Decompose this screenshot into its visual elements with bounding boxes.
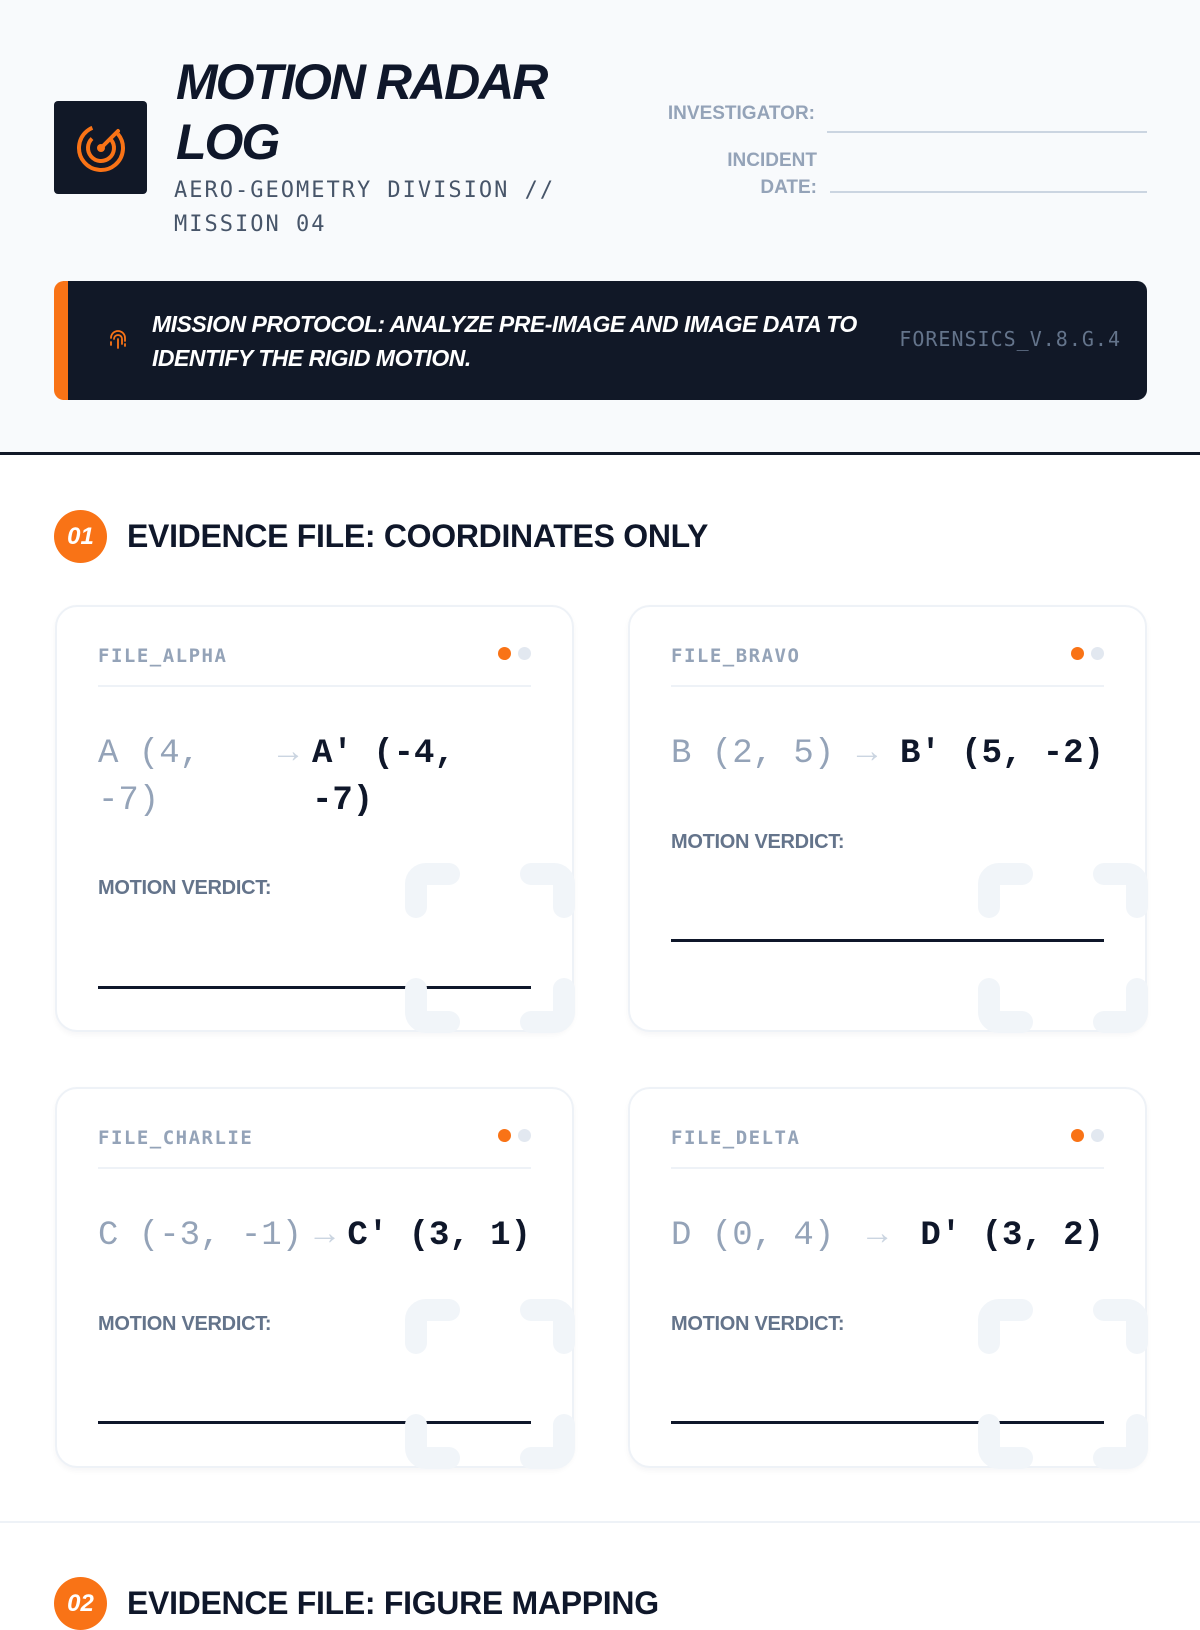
image-coord: B' (5, -2) bbox=[899, 735, 1104, 773]
status-dot-active bbox=[498, 647, 511, 660]
scan-frame-icon bbox=[404, 1298, 576, 1470]
motion-verdict-label: MOTION VERDICT: bbox=[671, 1313, 845, 1335]
evidence-card-alpha bbox=[55, 605, 574, 1032]
card-file-name: FILE_DELTA bbox=[671, 1127, 801, 1149]
status-dot-active bbox=[1071, 647, 1084, 660]
image-coord: D' (3, 2) bbox=[920, 1217, 1104, 1255]
investigator-field[interactable] bbox=[827, 131, 1147, 133]
arrow-icon: → bbox=[314, 1217, 335, 1255]
incident-date-field[interactable] bbox=[830, 191, 1147, 193]
evidence-card-delta bbox=[628, 1087, 1147, 1468]
section-number: 01 bbox=[54, 510, 107, 563]
scan-frame-icon bbox=[977, 1298, 1149, 1470]
mission-banner bbox=[54, 281, 1147, 400]
coordinate-mapping bbox=[671, 731, 1104, 778]
status-dot-inactive bbox=[1091, 647, 1104, 660]
image-coord: A' (-4, -7) bbox=[312, 735, 455, 820]
coordinate-mapping bbox=[98, 1213, 531, 1260]
arrow-icon: → bbox=[867, 1217, 888, 1255]
arrow-icon: → bbox=[278, 735, 299, 773]
mission-protocol-text: MISSION PROTOCOL: ANALYZE PRE-IMAGE AND IMAGE DATA TO IDENTIFY THE RIGID MOTION. bbox=[152, 311, 857, 371]
incident-label-line1: INCIDENT bbox=[727, 150, 817, 171]
incident-date-label bbox=[640, 147, 817, 201]
status-dots bbox=[498, 647, 531, 660]
coordinate-mapping bbox=[98, 731, 531, 825]
coordinate-mapping bbox=[671, 1213, 1104, 1260]
status-dot-inactive bbox=[1091, 1129, 1104, 1142]
card-header bbox=[671, 1127, 1104, 1169]
motion-verdict-label: MOTION VERDICT: bbox=[98, 1313, 272, 1335]
card-header bbox=[98, 645, 531, 687]
page-title: MOTION RADAR LOG bbox=[176, 54, 547, 170]
section-01-header bbox=[54, 510, 708, 563]
image-coord: C' (3, 1) bbox=[347, 1217, 531, 1255]
pre-image-coord: D (0, 4) bbox=[671, 1217, 835, 1255]
card-header bbox=[98, 1127, 531, 1169]
page-subtitle: AERO-GEOMETRY DIVISION // MISSION 04 bbox=[174, 178, 556, 237]
scan-frame-icon bbox=[404, 862, 576, 1034]
status-dots bbox=[1071, 1129, 1104, 1142]
incident-label-line2: DATE: bbox=[760, 177, 817, 198]
arrow-icon: → bbox=[856, 735, 878, 773]
pre-image-coord: C (-3, -1) bbox=[98, 1217, 303, 1255]
evidence-card-charlie bbox=[55, 1087, 574, 1468]
motion-verdict-label: MOTION VERDICT: bbox=[98, 877, 272, 899]
section-title: EVIDENCE FILE: FIGURE MAPPING bbox=[127, 1585, 659, 1621]
status-dot-inactive bbox=[518, 647, 531, 660]
status-dots bbox=[498, 1129, 531, 1142]
card-file-name: FILE_CHARLIE bbox=[98, 1127, 254, 1149]
section-number: 02 bbox=[54, 1577, 107, 1630]
section-02-header bbox=[54, 1577, 659, 1630]
version-tag: FORENSICS_V.8.G.4 bbox=[899, 327, 1121, 351]
evidence-card-bravo bbox=[628, 605, 1147, 1032]
fingerprint-icon bbox=[106, 328, 130, 352]
motion-verdict-label: MOTION VERDICT: bbox=[671, 831, 845, 853]
pre-image-coord: B (2, 5) bbox=[671, 735, 835, 773]
radar-icon bbox=[74, 121, 128, 175]
status-dot-active bbox=[498, 1129, 511, 1142]
header bbox=[0, 0, 1200, 455]
section-title: EVIDENCE FILE: COORDINATES ONLY bbox=[127, 518, 708, 554]
status-dot-active bbox=[1071, 1129, 1084, 1142]
status-dots bbox=[1071, 647, 1104, 660]
card-file-name: FILE_ALPHA bbox=[98, 645, 228, 667]
card-file-name: FILE_BRAVO bbox=[671, 645, 801, 667]
section-divider bbox=[0, 1521, 1200, 1523]
card-header bbox=[671, 645, 1104, 687]
pre-image-coord: A (4, -7) bbox=[98, 735, 201, 820]
investigator-label: INVESTIGATOR: bbox=[667, 103, 815, 124]
status-dot-inactive bbox=[518, 1129, 531, 1142]
scan-frame-icon bbox=[977, 862, 1149, 1034]
logo bbox=[54, 101, 147, 194]
